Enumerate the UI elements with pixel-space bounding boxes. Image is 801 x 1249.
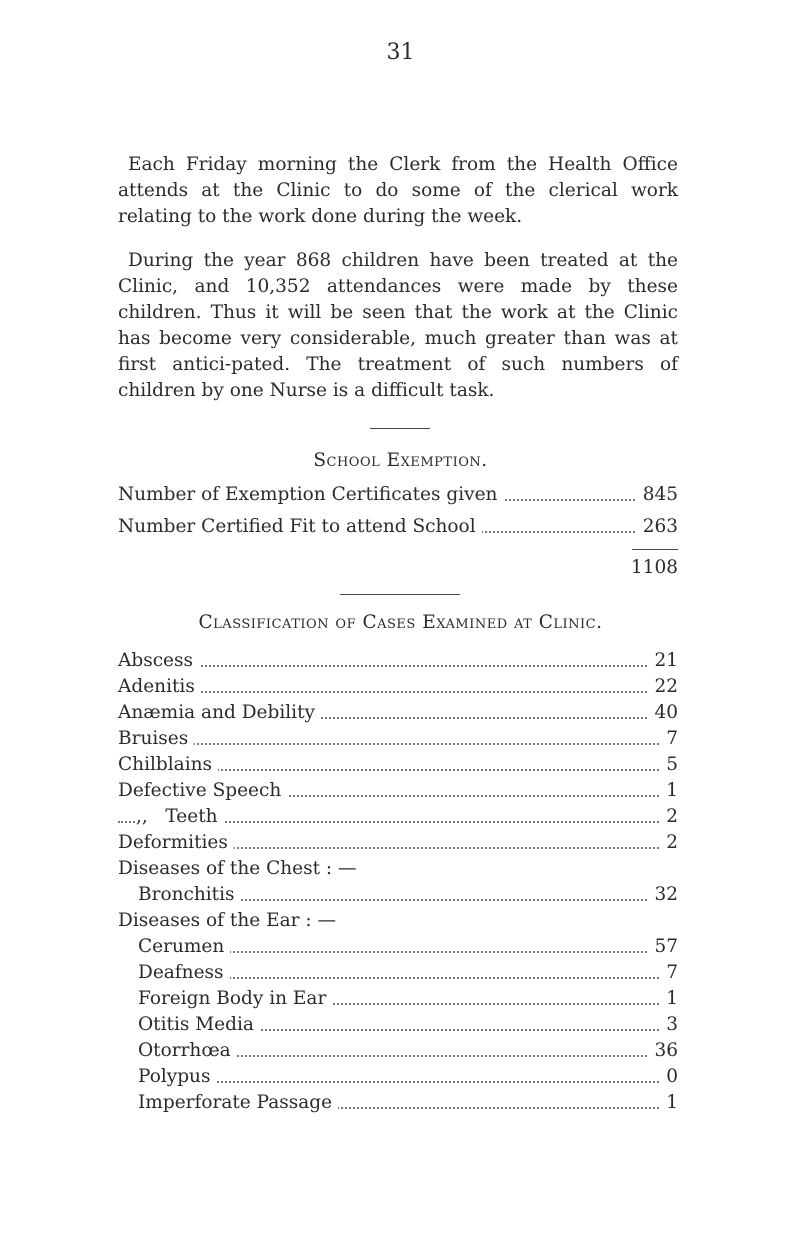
case-row xyxy=(138,986,678,1012)
case-label: Cerumen xyxy=(138,934,230,960)
section-divider xyxy=(340,594,460,595)
case-label: Polypus xyxy=(138,1064,216,1090)
case-label: Defective Speech xyxy=(118,778,287,804)
case-row xyxy=(118,700,678,726)
case-row xyxy=(118,752,678,778)
dot-leader xyxy=(118,665,678,667)
case-label: Otitis Media xyxy=(138,1012,260,1038)
case-row xyxy=(138,1038,678,1064)
case-row xyxy=(118,726,678,752)
case-count: 57 xyxy=(648,934,678,960)
row-value: 263 xyxy=(637,514,678,540)
page-number: 31 xyxy=(386,40,415,65)
case-count: 2 xyxy=(660,804,678,830)
school-exemption-heading: School Exemption. xyxy=(313,450,488,471)
paragraph-attendance: During the year 868 children have been treated at the Clinic, and 10,352 attendances were made by these children. Thus it will be seen that the work at the Clinic has become very considerable, much greater than was at first antici-pated. The treatment of such numbers of children by one Nurse is a difficult task. xyxy=(118,250,678,401)
case-label: Abscess xyxy=(118,648,199,674)
case-row xyxy=(118,674,678,700)
case-label: Deafness xyxy=(138,960,230,986)
case-row xyxy=(118,648,678,674)
case-row xyxy=(118,804,678,830)
case-row xyxy=(118,778,678,804)
case-count: 1 xyxy=(660,778,678,804)
dot-leader xyxy=(138,1081,678,1083)
case-label: Deformities xyxy=(118,830,234,856)
paragraph-clerk: Each Friday morning the Clerk from the Health Office attends at the Clinic to do some of the clerical work relating to the work done during the week. xyxy=(118,154,678,227)
case-count: 1 xyxy=(660,1090,678,1116)
row-label: Number of Exemption Certificates given xyxy=(118,482,503,508)
exemption-row xyxy=(118,482,678,508)
case-row xyxy=(138,960,678,986)
case-row xyxy=(118,830,678,856)
row-value: 845 xyxy=(637,482,678,508)
case-label: Foreign Body in Ear xyxy=(138,986,332,1012)
case-label: Anæmia and Debility xyxy=(118,700,321,726)
exemption-total: 1108 xyxy=(630,557,678,578)
case-count: 2 xyxy=(660,830,678,856)
case-count: 7 xyxy=(660,960,678,986)
case-count: 7 xyxy=(660,726,678,752)
case-label: Bruises xyxy=(118,726,194,752)
case-count: 40 xyxy=(648,700,678,726)
total-rule xyxy=(632,549,678,550)
case-count: 5 xyxy=(660,752,678,778)
case-count: 32 xyxy=(648,882,678,908)
dot-leader xyxy=(118,743,678,745)
classification-heading: Classification of Cases Examined at Clinic. xyxy=(198,612,603,633)
case-label: Otorrhœa xyxy=(138,1038,237,1064)
case-count: 3 xyxy=(660,1012,678,1038)
row-label: Number Certified Fit to attend School xyxy=(118,514,482,540)
case-row xyxy=(138,882,678,908)
case-count: 0 xyxy=(660,1064,678,1090)
exemption-row xyxy=(118,514,678,540)
case-count: 22 xyxy=(648,674,678,700)
case-label: ,, Teeth xyxy=(136,804,224,830)
group-heading-chest: Diseases of the Chest : — xyxy=(118,858,357,879)
case-count: 36 xyxy=(648,1038,678,1064)
case-row xyxy=(138,1090,678,1116)
case-count: 21 xyxy=(648,648,678,674)
case-row xyxy=(138,934,678,960)
case-label: Adenitis xyxy=(118,674,201,700)
case-count: 1 xyxy=(660,986,678,1012)
case-label: Bronchitis xyxy=(138,882,241,908)
section-divider xyxy=(370,428,430,429)
case-row xyxy=(138,1064,678,1090)
group-heading-ear: Diseases of the Ear : — xyxy=(118,910,336,931)
case-label: Chilblains xyxy=(118,752,218,778)
case-label: Imperforate Passage xyxy=(138,1090,338,1116)
case-row xyxy=(138,1012,678,1038)
dot-leader xyxy=(118,691,678,693)
